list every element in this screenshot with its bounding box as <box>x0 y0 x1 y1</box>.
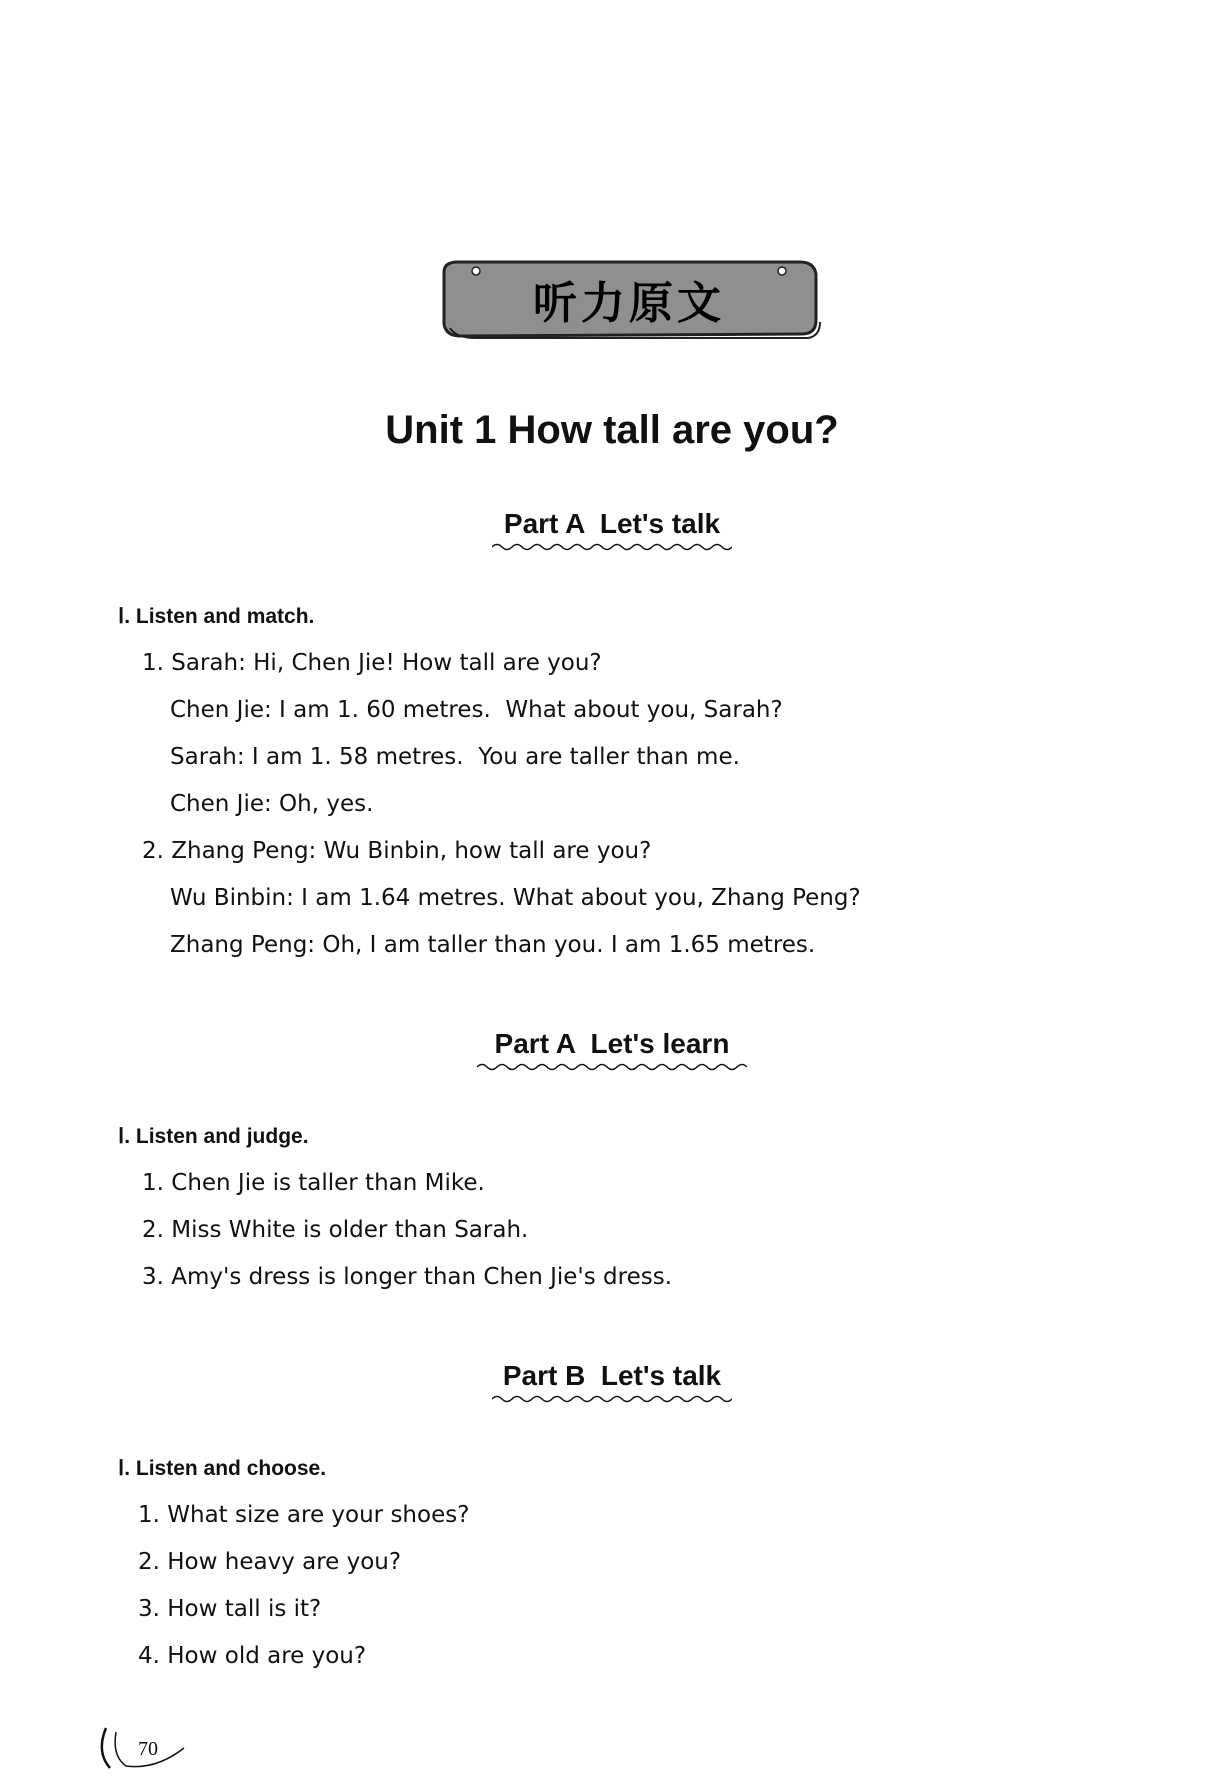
part-heading-a-talk <box>0 508 1224 552</box>
dialogue-line: 2. Zhang Peng: Wu Binbin, how tall are you? <box>142 838 652 864</box>
banner-title: 听力原文 <box>533 278 725 329</box>
section-heading: Ⅰ. Listen and judge. <box>118 1125 309 1148</box>
statement-line: 1. Chen Jie is taller than Mike. <box>142 1170 485 1196</box>
part-label: Part B Let's talk <box>502 1360 722 1391</box>
section-heading: Ⅰ. Listen and match. <box>118 605 315 628</box>
dialogue-line: Chen Jie: Oh, yes. <box>170 791 374 817</box>
title-banner <box>436 258 822 340</box>
wavy-underline <box>492 1394 732 1404</box>
part-label: Part A Let's talk <box>503 508 721 539</box>
section-heading: Ⅰ. Listen and choose. <box>118 1457 327 1480</box>
unit-title: Unit 1 How tall are you? <box>385 408 839 452</box>
question-line: 2. How heavy are you? <box>138 1549 402 1575</box>
wavy-underline <box>477 1062 747 1072</box>
dialogue-line: 1. Sarah: Hi, Chen Jie! How tall are you? <box>142 650 602 676</box>
part-heading-b-talk <box>0 1360 1224 1404</box>
question-line: 1. What size are your shoes? <box>138 1502 470 1528</box>
dialogue-line: Zhang Peng: Oh, I am taller than you. I am 1.65 metres. <box>170 932 816 958</box>
statement-line: 2. Miss White is older than Sarah. <box>142 1217 529 1243</box>
statement-line: 3. Amy's dress is longer than Chen Jie's dress. <box>142 1264 673 1290</box>
question-line: 3. How tall is it? <box>138 1596 322 1622</box>
question-line: 4. How old are you? <box>138 1643 367 1669</box>
page-number: 70 <box>138 1738 158 1760</box>
dialogue-line: Sarah: I am 1. 58 metres. You are taller than me. <box>170 744 740 770</box>
part-heading-a-learn <box>0 1028 1224 1072</box>
part-label: Part A Let's learn <box>494 1028 730 1059</box>
dialogue-line: Chen Jie: I am 1. 60 metres. What about you, Sarah? <box>170 697 783 723</box>
wavy-underline <box>492 542 732 552</box>
dialogue-line: Wu Binbin: I am 1.64 metres. What about you, Zhang Peng? <box>170 885 861 911</box>
